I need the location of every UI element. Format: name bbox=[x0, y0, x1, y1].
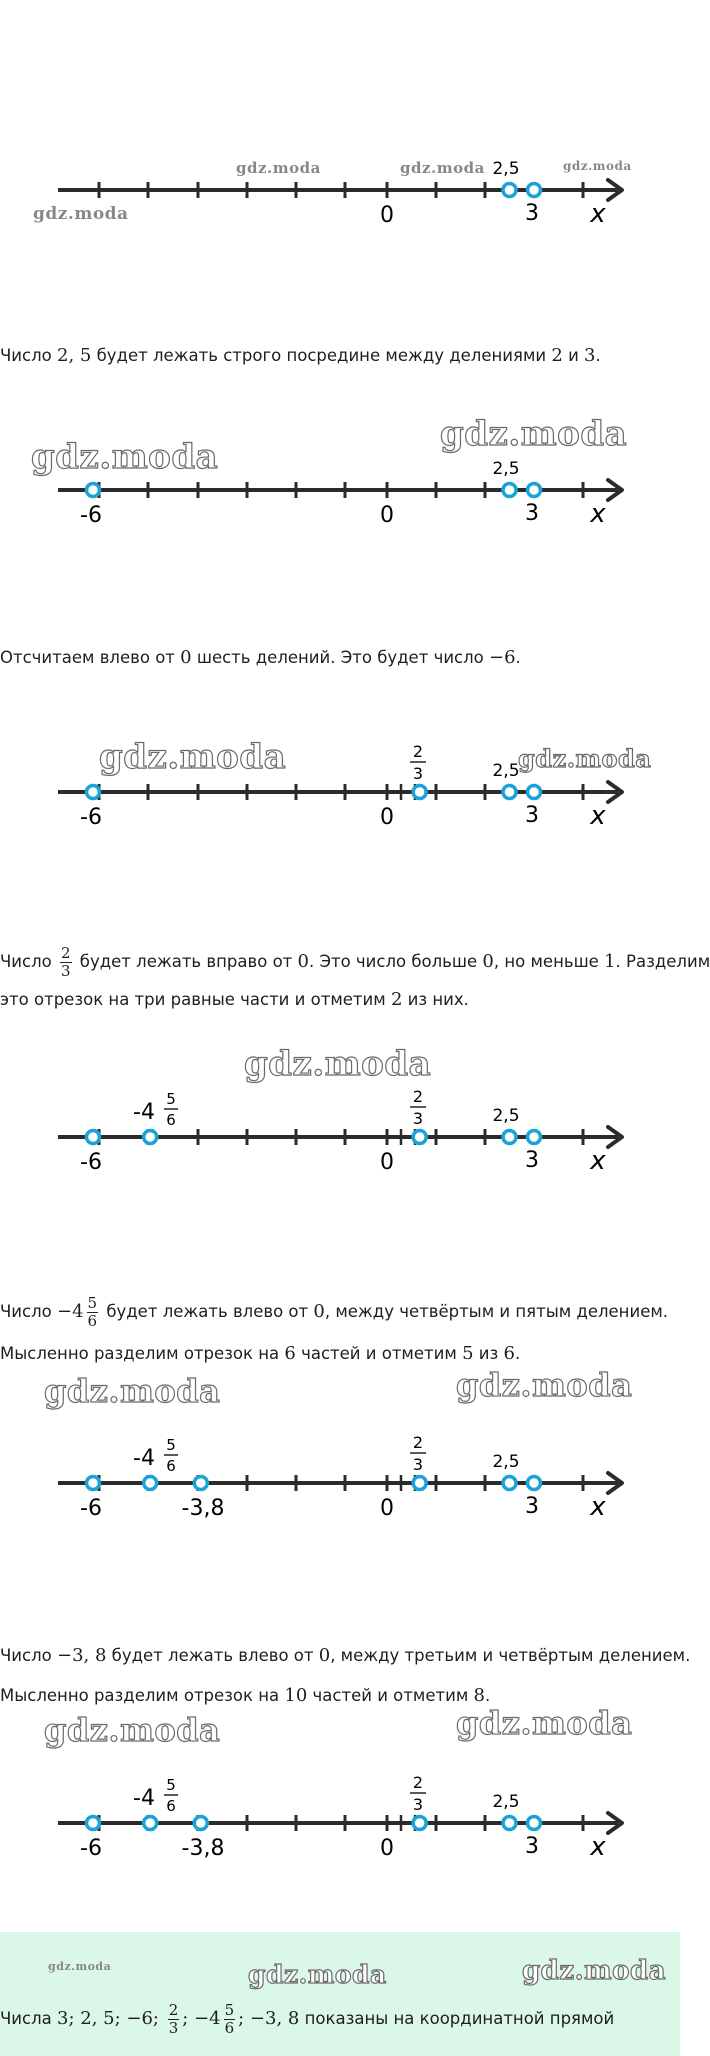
marked-point bbox=[413, 786, 426, 799]
label-zero: 0 bbox=[380, 503, 394, 528]
watermark: gdz.moda bbox=[563, 159, 632, 173]
label-minus-six: -6 bbox=[80, 1150, 102, 1175]
axis-5 bbox=[58, 1473, 622, 1493]
marked-point bbox=[194, 1477, 207, 1490]
axis-3 bbox=[58, 782, 622, 802]
fraction-two-thirds: $\frac{2}{3}$ bbox=[61, 944, 71, 980]
label-mixed-den: 6 bbox=[166, 1111, 176, 1129]
watermark: gdz.moda bbox=[522, 1956, 667, 1986]
explanation-2: Отсчитаем влево от 0 шесть делений. Это будет число −6. bbox=[0, 647, 521, 668]
marked-point bbox=[413, 1131, 426, 1144]
marked-point bbox=[528, 484, 541, 497]
label-three: 3 bbox=[525, 803, 539, 828]
label-zero: 0 bbox=[380, 1836, 394, 1861]
marked-point bbox=[503, 1131, 516, 1144]
number-line-1 bbox=[0, 140, 680, 240]
watermark: gdz.moda bbox=[400, 159, 485, 177]
label-minus-six: -6 bbox=[80, 1496, 102, 1521]
axis-1 bbox=[58, 180, 622, 200]
label-two-thirds-den: 3 bbox=[412, 1795, 424, 1814]
number-line-5 bbox=[0, 1433, 680, 1533]
label-mixed-num: 5 bbox=[166, 1436, 176, 1454]
answer-box bbox=[0, 1932, 680, 2056]
label-mixed-num: 5 bbox=[166, 1090, 176, 1108]
marked-point bbox=[413, 1817, 426, 1830]
label-mixed-whole: -4 bbox=[133, 1786, 155, 1811]
marked-point bbox=[528, 786, 541, 799]
explanation-4-line-2: Мысленно разделим отрезок на 6 частей и отметим 5 из 6. bbox=[0, 1343, 521, 1364]
watermark: gdz.moda bbox=[518, 744, 652, 773]
label-two-thirds-den: 3 bbox=[412, 1455, 424, 1474]
axis-letter: x bbox=[590, 199, 606, 229]
explanation-4: Число −4 $\frac{5}{6}$ будет лежать влево от 0, между четвёртым и пятым делением. bbox=[0, 1294, 669, 1330]
number-line-6 bbox=[0, 1773, 680, 1873]
label-two-five: 2,5 bbox=[492, 159, 520, 179]
answer-text: Числа 3; 2, 5; −6; $\frac{2}{3}$ ; −4 $\frac{5}{6}$ ; −3, 8 показаны на координатной прямой bbox=[0, 2001, 615, 2037]
watermark: gdz.moda bbox=[33, 204, 129, 224]
marked-point bbox=[194, 1817, 207, 1830]
label-zero: 0 bbox=[380, 805, 394, 830]
marked-point bbox=[87, 1817, 100, 1830]
watermark: gdz.moda bbox=[440, 414, 628, 454]
marked-point bbox=[503, 184, 516, 197]
marked-point bbox=[503, 484, 516, 497]
axis-2 bbox=[58, 480, 622, 500]
marked-point bbox=[144, 1477, 157, 1490]
label-two-thirds-num: 2 bbox=[412, 1087, 424, 1106]
label-minus-three-eight: -3,8 bbox=[181, 1496, 225, 1521]
explanation-5-line-2: Мысленно разделим отрезок на 10 частей и отметим 8. bbox=[0, 1685, 491, 1706]
number-line-4 bbox=[0, 1087, 680, 1187]
marked-point bbox=[528, 184, 541, 197]
fraction-five-sixths: $\frac{5}{6}$ bbox=[224, 2001, 235, 2037]
label-two-thirds-den: 3 bbox=[412, 1109, 424, 1128]
marked-point bbox=[144, 1131, 157, 1144]
label-two-thirds-num: 2 bbox=[412, 1433, 424, 1452]
watermark: gdz.moda bbox=[248, 1960, 387, 1989]
watermark: gdz.moda bbox=[236, 159, 321, 177]
label-two-five: 2,5 bbox=[492, 1792, 520, 1812]
label-two-five: 2,5 bbox=[492, 1106, 520, 1126]
label-three: 3 bbox=[525, 1494, 539, 1519]
marked-point bbox=[413, 1477, 426, 1490]
marked-point bbox=[503, 1477, 516, 1490]
label-mixed-den: 6 bbox=[166, 1797, 176, 1815]
explanation-5: Число −3, 8 будет лежать влево от 0, между третьим и четвёртым делением. bbox=[0, 1645, 691, 1666]
fraction-five-sixths: $\frac{5}{6}$ bbox=[87, 1294, 98, 1330]
axis-letter: x bbox=[590, 499, 606, 529]
watermark: gdz.moda bbox=[456, 1704, 633, 1742]
label-two-five: 2,5 bbox=[492, 459, 520, 479]
label-minus-three-eight: -3,8 bbox=[181, 1836, 225, 1861]
watermark: gdz.moda bbox=[456, 1366, 633, 1404]
label-minus-six: -6 bbox=[80, 805, 102, 830]
watermark: gdz.moda bbox=[244, 1044, 432, 1084]
marked-point bbox=[503, 1817, 516, 1830]
label-three: 3 bbox=[525, 501, 539, 526]
label-zero: 0 bbox=[380, 1150, 394, 1175]
marked-point bbox=[87, 1131, 100, 1144]
label-zero: 0 bbox=[380, 203, 394, 228]
marked-point bbox=[503, 786, 516, 799]
axis-letter: x bbox=[590, 801, 606, 831]
label-minus-six: -6 bbox=[80, 1836, 102, 1861]
explanation-3: Число $\frac{2}{3}$ будет лежать вправо от 0. Это число больше 0, но меньше 1. Разделим bbox=[0, 944, 710, 980]
axis-letter: x bbox=[590, 1146, 606, 1176]
axis-letter: x bbox=[590, 1492, 606, 1522]
label-mixed-whole: -4 bbox=[133, 1446, 155, 1471]
label-two-thirds-num: 2 bbox=[412, 1773, 424, 1792]
marked-point bbox=[87, 484, 100, 497]
watermark: gdz.moda bbox=[44, 1372, 221, 1410]
explanation-3-line-2: это отрезок на три равные части и отметим 2 из них. bbox=[0, 989, 469, 1010]
watermark: gdz.moda bbox=[48, 1960, 112, 1973]
marked-point bbox=[87, 1477, 100, 1490]
watermark: gdz.moda bbox=[99, 737, 287, 777]
label-three: 3 bbox=[525, 1834, 539, 1859]
label-mixed-den: 6 bbox=[166, 1457, 176, 1475]
marked-point bbox=[528, 1477, 541, 1490]
label-zero: 0 bbox=[380, 1496, 394, 1521]
fraction-two-thirds: $\frac{2}{3}$ bbox=[168, 2001, 179, 2037]
watermark: gdz.moda bbox=[44, 1711, 221, 1749]
label-mixed-num: 5 bbox=[166, 1776, 176, 1794]
axis-6 bbox=[58, 1813, 622, 1833]
label-three: 3 bbox=[525, 1148, 539, 1173]
label-two-five: 2,5 bbox=[492, 1452, 520, 1472]
label-two-five: 2,5 bbox=[492, 761, 520, 781]
marked-point bbox=[528, 1131, 541, 1144]
axis-4 bbox=[58, 1127, 622, 1147]
label-three: 3 bbox=[525, 201, 539, 226]
label-minus-six: -6 bbox=[80, 503, 102, 528]
marked-point bbox=[528, 1817, 541, 1830]
marked-point bbox=[87, 786, 100, 799]
explanation-1: Число 2, 5 будет лежать строго посредине между делениями 2 и 3. bbox=[0, 345, 601, 366]
axis-letter: x bbox=[590, 1832, 606, 1862]
watermark: gdz.moda bbox=[31, 437, 219, 477]
marked-point bbox=[144, 1817, 157, 1830]
label-mixed-whole: -4 bbox=[133, 1100, 155, 1125]
label-two-thirds-num: 2 bbox=[412, 742, 424, 761]
label-two-thirds-den: 3 bbox=[412, 764, 424, 783]
